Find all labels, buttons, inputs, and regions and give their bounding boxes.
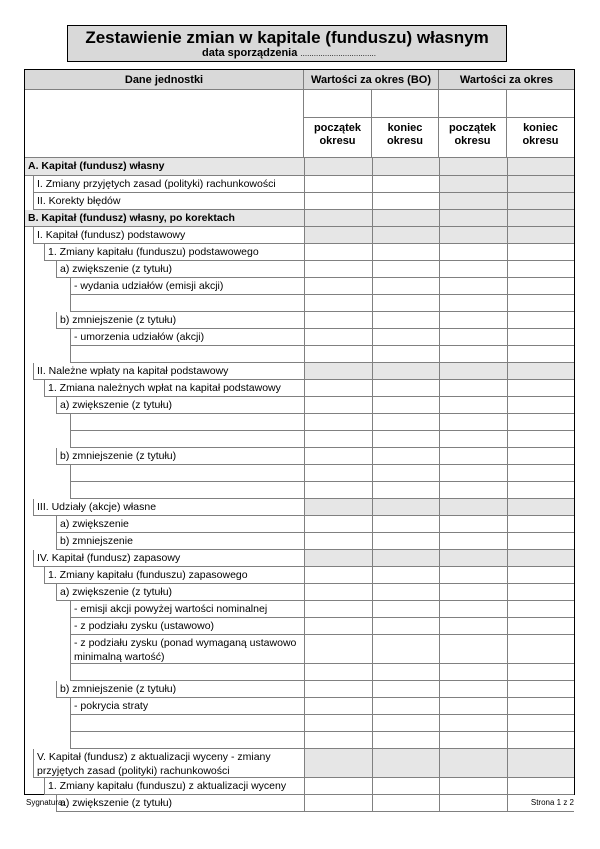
value-cell[interactable] xyxy=(372,193,439,210)
value-cell[interactable] xyxy=(304,715,372,732)
value-cell[interactable] xyxy=(507,193,574,210)
bo-blank-start xyxy=(304,90,372,118)
value-cell[interactable] xyxy=(439,698,507,715)
value-cell[interactable] xyxy=(507,664,574,681)
row-label: 1. Zmiana należnych wpłat na kapitał podstawowy xyxy=(44,380,304,397)
value-cell[interactable] xyxy=(439,397,507,414)
value-cell[interactable] xyxy=(439,778,507,795)
value-cell[interactable] xyxy=(304,448,372,465)
value-cell[interactable] xyxy=(372,346,439,363)
row-label: 1. Zmiany kapitału (funduszu) z aktualizacji wyceny xyxy=(44,778,304,795)
value-cell[interactable] xyxy=(304,465,372,482)
date-dots: .................................. xyxy=(300,49,376,58)
bo-blank-end xyxy=(372,90,439,118)
value-cell[interactable] xyxy=(439,465,507,482)
value-cell[interactable] xyxy=(439,176,507,193)
value-cell[interactable] xyxy=(372,295,439,312)
period-blank-end xyxy=(507,90,574,118)
table-row xyxy=(25,698,574,715)
table-row xyxy=(25,584,574,601)
value-cell[interactable] xyxy=(304,261,372,278)
value-cell[interactable] xyxy=(439,380,507,397)
date-prepared xyxy=(202,47,376,59)
value-cell[interactable] xyxy=(372,448,439,465)
value-cell[interactable] xyxy=(372,244,439,261)
table-row xyxy=(25,210,574,227)
value-cell[interactable] xyxy=(372,533,439,550)
value-cell[interactable] xyxy=(439,533,507,550)
row-label: - z podziału zysku (ponad wymaganą ustawowo minimalną wartość) xyxy=(70,635,304,664)
row-label: a) zwiększenie (z tytułu) xyxy=(56,397,304,414)
value-cell[interactable] xyxy=(507,778,574,795)
row-label: I. Kapitał (fundusz) podstawowy xyxy=(33,227,304,244)
value-cell[interactable] xyxy=(439,346,507,363)
value-cell[interactable] xyxy=(439,749,507,778)
table-row xyxy=(25,715,574,732)
value-cell[interactable] xyxy=(372,465,439,482)
row-label: - wydania udziałów (emisji akcji) xyxy=(70,278,304,295)
value-cell[interactable] xyxy=(304,158,372,176)
value-cell[interactable] xyxy=(304,567,372,584)
value-cell[interactable] xyxy=(304,244,372,261)
value-cell[interactable] xyxy=(304,414,372,431)
period-blank-start xyxy=(439,90,507,118)
table-row xyxy=(25,193,574,210)
value-cell[interactable] xyxy=(507,681,574,698)
value-cell[interactable] xyxy=(507,698,574,715)
value-cell[interactable] xyxy=(507,414,574,431)
value-cell[interactable] xyxy=(439,732,507,749)
value-cell[interactable] xyxy=(304,380,372,397)
value-cell[interactable] xyxy=(439,363,507,380)
table-row xyxy=(25,499,574,516)
row-label: A. Kapitał (fundusz) własny xyxy=(25,158,304,176)
value-cell[interactable] xyxy=(439,448,507,465)
row-label: IV. Kapitał (fundusz) zapasowy xyxy=(33,550,304,567)
row-label: 1. Zmiany kapitału (funduszu) zapasowego xyxy=(44,567,304,584)
row-label: a) zwiększenie xyxy=(56,516,304,533)
value-cell[interactable] xyxy=(304,516,372,533)
value-cell[interactable] xyxy=(507,465,574,482)
value-cell[interactable] xyxy=(439,329,507,346)
value-cell[interactable] xyxy=(439,584,507,601)
value-cell[interactable] xyxy=(304,664,372,681)
value-cell[interactable] xyxy=(439,261,507,278)
value-cell[interactable] xyxy=(507,158,574,176)
value-cell[interactable] xyxy=(507,363,574,380)
row-label: III. Udziały (akcje) własne xyxy=(33,499,304,516)
value-cell[interactable] xyxy=(372,732,439,749)
table-row xyxy=(25,681,574,698)
value-cell[interactable] xyxy=(439,244,507,261)
value-cell[interactable] xyxy=(507,550,574,567)
col-period-header: Wartości za okres xyxy=(439,70,574,90)
row-label: - emisji akcji powyżej wartości nominalnej xyxy=(70,601,304,618)
value-cell[interactable] xyxy=(304,363,372,380)
row-label: B. Kapitał (fundusz) własny, po korektach xyxy=(25,210,304,227)
value-cell[interactable] xyxy=(372,482,439,499)
row-label: a) zwiększenie (z tytułu) xyxy=(56,261,304,278)
value-cell[interactable] xyxy=(507,618,574,635)
table-row xyxy=(25,227,574,244)
table-row xyxy=(25,550,574,567)
row-label xyxy=(70,465,304,482)
page-number: Strona 1 z 2 xyxy=(530,798,574,807)
value-cell[interactable] xyxy=(507,533,574,550)
table-row xyxy=(25,176,574,193)
value-cell[interactable] xyxy=(304,778,372,795)
value-cell[interactable] xyxy=(507,431,574,448)
table-row xyxy=(25,448,574,465)
table-row xyxy=(25,482,574,499)
value-cell[interactable] xyxy=(372,516,439,533)
value-cell[interactable] xyxy=(304,346,372,363)
value-cell[interactable] xyxy=(304,482,372,499)
row-label xyxy=(70,414,304,431)
value-cell[interactable] xyxy=(372,158,439,176)
value-cell[interactable] xyxy=(372,618,439,635)
table-row xyxy=(25,295,574,312)
value-cell[interactable] xyxy=(372,601,439,618)
value-cell[interactable] xyxy=(304,732,372,749)
value-cell[interactable] xyxy=(304,584,372,601)
col-bo-header: Wartości za okres (BO) xyxy=(304,70,439,90)
row-label xyxy=(70,715,304,732)
row-label: I. Zmiany przyjętych zasad (polityki) rachunkowości xyxy=(33,176,304,193)
value-cell[interactable] xyxy=(304,431,372,448)
value-cell[interactable] xyxy=(507,210,574,227)
table-row xyxy=(25,363,574,380)
value-cell[interactable] xyxy=(304,210,372,227)
value-cell[interactable] xyxy=(304,176,372,193)
value-cell[interactable] xyxy=(372,749,439,778)
value-cell[interactable] xyxy=(507,380,574,397)
row-label xyxy=(70,346,304,363)
entity-header-space xyxy=(25,90,304,158)
value-cell[interactable] xyxy=(372,567,439,584)
value-cell[interactable] xyxy=(507,227,574,244)
table-row xyxy=(25,346,574,363)
value-cell[interactable] xyxy=(372,795,439,812)
value-cell[interactable] xyxy=(507,261,574,278)
value-cell[interactable] xyxy=(439,635,507,664)
table-row xyxy=(25,567,574,584)
value-cell[interactable] xyxy=(372,312,439,329)
row-label xyxy=(70,482,304,499)
subcol-period-end: koniec okresu xyxy=(507,118,574,158)
table-row xyxy=(25,312,574,329)
value-cell[interactable] xyxy=(507,635,574,664)
value-cell[interactable] xyxy=(372,681,439,698)
value-cell[interactable] xyxy=(304,618,372,635)
value-cell[interactable] xyxy=(439,550,507,567)
table-row xyxy=(25,329,574,346)
value-cell[interactable] xyxy=(439,681,507,698)
row-label: a) zwiększenie (z tytułu) xyxy=(56,795,304,812)
value-cell[interactable] xyxy=(439,210,507,227)
row-label: b) zmniejszenie (z tytułu) xyxy=(56,448,304,465)
value-cell[interactable] xyxy=(372,329,439,346)
row-label xyxy=(70,664,304,681)
table-row xyxy=(25,749,574,778)
value-cell[interactable] xyxy=(372,397,439,414)
table-row xyxy=(25,158,574,176)
value-cell[interactable] xyxy=(372,431,439,448)
row-label: - umorzenia udziałów (akcji) xyxy=(70,329,304,346)
value-cell[interactable] xyxy=(507,749,574,778)
value-cell[interactable] xyxy=(439,414,507,431)
value-cell[interactable] xyxy=(507,601,574,618)
value-cell[interactable] xyxy=(507,329,574,346)
value-cell[interactable] xyxy=(372,550,439,567)
subcol-bo-end: koniec okresu xyxy=(372,118,439,158)
subcol-period-start: początek okresu xyxy=(439,118,507,158)
value-cell[interactable] xyxy=(372,261,439,278)
value-cell[interactable] xyxy=(507,499,574,516)
value-cell[interactable] xyxy=(304,329,372,346)
value-cell[interactable] xyxy=(439,567,507,584)
value-cell[interactable] xyxy=(439,499,507,516)
table-row xyxy=(25,618,574,635)
row-label: II. Korekty błędów xyxy=(33,193,304,210)
value-cell[interactable] xyxy=(507,732,574,749)
row-label xyxy=(70,295,304,312)
value-cell[interactable] xyxy=(439,227,507,244)
value-cell[interactable] xyxy=(304,227,372,244)
row-label xyxy=(70,732,304,749)
value-cell[interactable] xyxy=(304,499,372,516)
value-cell[interactable] xyxy=(304,749,372,778)
value-cell[interactable] xyxy=(372,499,439,516)
value-cell[interactable] xyxy=(507,278,574,295)
value-cell[interactable] xyxy=(304,312,372,329)
value-cell[interactable] xyxy=(507,176,574,193)
value-cell[interactable] xyxy=(439,618,507,635)
row-label: 1. Zmiany kapitału (funduszu) podstawowego xyxy=(44,244,304,261)
table-row xyxy=(25,465,574,482)
value-cell[interactable] xyxy=(507,715,574,732)
row-label: b) zmniejszenie (z tytułu) xyxy=(56,312,304,329)
value-cell[interactable] xyxy=(372,664,439,681)
table-row xyxy=(25,397,574,414)
table-row xyxy=(25,244,574,261)
table-row xyxy=(25,533,574,550)
value-cell[interactable] xyxy=(439,295,507,312)
value-cell[interactable] xyxy=(507,312,574,329)
value-cell[interactable] xyxy=(304,397,372,414)
value-cell[interactable] xyxy=(372,176,439,193)
value-cell[interactable] xyxy=(372,414,439,431)
table-row xyxy=(25,778,574,795)
table-row xyxy=(25,414,574,431)
value-cell[interactable] xyxy=(507,397,574,414)
table-row xyxy=(25,261,574,278)
value-cell[interactable] xyxy=(439,715,507,732)
table-row xyxy=(25,516,574,533)
table-row xyxy=(25,431,574,448)
value-cell[interactable] xyxy=(507,346,574,363)
value-cell[interactable] xyxy=(439,601,507,618)
value-cell[interactable] xyxy=(304,533,372,550)
value-cell[interactable] xyxy=(507,567,574,584)
value-cell[interactable] xyxy=(439,193,507,210)
value-cell[interactable] xyxy=(372,635,439,664)
document-title: Zestawienie zmian w kapitale (funduszu) własnym xyxy=(85,28,489,47)
row-label: II. Należne wpłaty na kapitał podstawowy xyxy=(33,363,304,380)
table-row xyxy=(25,278,574,295)
table-row xyxy=(25,664,574,681)
row-label: b) zmniejszenie xyxy=(56,533,304,550)
value-cell[interactable] xyxy=(439,795,507,812)
value-cell[interactable] xyxy=(372,778,439,795)
value-cell[interactable] xyxy=(507,482,574,499)
table-row xyxy=(25,635,574,664)
value-cell[interactable] xyxy=(439,516,507,533)
value-cell[interactable] xyxy=(507,244,574,261)
subcol-bo-start: początek okresu xyxy=(304,118,372,158)
value-cell[interactable] xyxy=(372,227,439,244)
value-cell[interactable] xyxy=(304,681,372,698)
value-cell[interactable] xyxy=(372,380,439,397)
document-title-box xyxy=(67,25,507,62)
value-cell[interactable] xyxy=(372,584,439,601)
table-row xyxy=(25,732,574,749)
value-cell[interactable] xyxy=(439,482,507,499)
value-cell[interactable] xyxy=(304,795,372,812)
table-row xyxy=(25,601,574,618)
row-label: b) zmniejszenie (z tytułu) xyxy=(56,681,304,698)
row-label: a) zwiększenie (z tytułu) xyxy=(56,584,304,601)
value-cell[interactable] xyxy=(372,363,439,380)
value-cell[interactable] xyxy=(304,601,372,618)
value-cell[interactable] xyxy=(372,698,439,715)
value-cell[interactable] xyxy=(372,715,439,732)
value-cell[interactable] xyxy=(304,295,372,312)
value-cell[interactable] xyxy=(507,295,574,312)
value-cell[interactable] xyxy=(439,278,507,295)
value-cell[interactable] xyxy=(439,664,507,681)
table-row xyxy=(25,795,574,812)
row-label: - pokrycia straty xyxy=(70,698,304,715)
signature-label: Sygnatura: xyxy=(26,798,65,807)
value-cell[interactable] xyxy=(439,312,507,329)
value-cell[interactable] xyxy=(507,516,574,533)
value-cell[interactable] xyxy=(304,550,372,567)
value-cell[interactable] xyxy=(304,635,372,664)
value-cell[interactable] xyxy=(304,193,372,210)
value-cell[interactable] xyxy=(304,278,372,295)
value-cell[interactable] xyxy=(507,448,574,465)
date-label: data sporządzenia xyxy=(202,47,298,59)
table-row xyxy=(25,380,574,397)
row-label: V. Kapitał (fundusz) z aktualizacji wyceny - zmiany przyjętych zasad (polityki) rachunkowości xyxy=(33,749,304,778)
row-label: - z podziału zysku (ustawowo) xyxy=(70,618,304,635)
value-cell[interactable] xyxy=(304,698,372,715)
value-cell[interactable] xyxy=(372,210,439,227)
row-label xyxy=(70,431,304,448)
col-entity-header: Dane jednostki xyxy=(25,70,304,90)
value-cell[interactable] xyxy=(439,431,507,448)
value-cell[interactable] xyxy=(372,278,439,295)
value-cell[interactable] xyxy=(507,584,574,601)
value-cell[interactable] xyxy=(439,158,507,176)
